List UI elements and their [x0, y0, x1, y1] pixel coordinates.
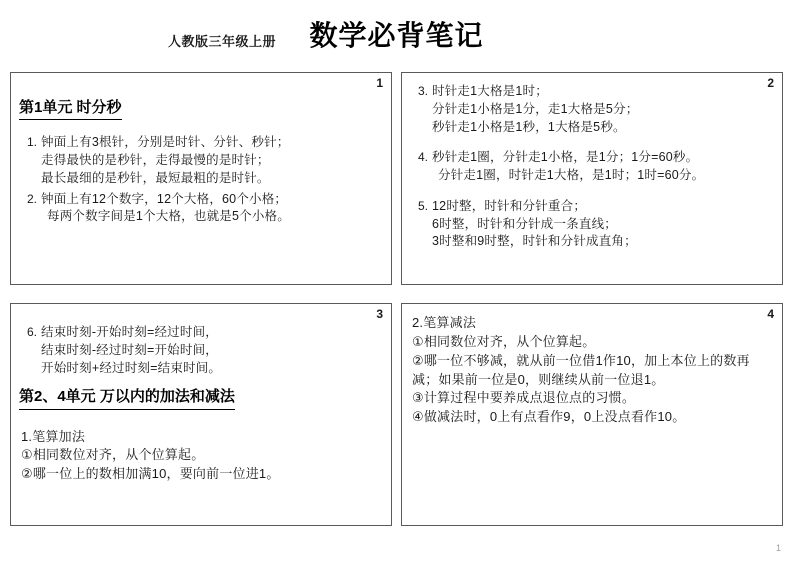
list-item-lines [432, 198, 774, 251]
list-line: 秒针走1圈，分针走1小格，是1分；1分=60秒。 [432, 150, 699, 165]
list-marker: 2. [27, 191, 38, 206]
list-item-lines [432, 149, 774, 185]
note-card-grid [10, 72, 783, 544]
list-item [19, 191, 383, 227]
card-body [410, 83, 774, 251]
list-line: 分针走1圈，时针走1大格，是1时；1时=60分。 [438, 168, 705, 182]
list-line: 钟面上有3根针，分别是时针、分针、秒针； [41, 135, 290, 150]
page-header [0, 0, 793, 66]
list-line: 时针走1大格是1时； [432, 84, 548, 98]
card-row-bottom [10, 303, 783, 526]
list-line: 秒针走1小格是1秒，1大格是5秒。 [432, 119, 626, 134]
list-line: 结束时刻-经过时刻=开始时间， [41, 342, 218, 357]
section-heading: 第2、4单元 万以内的加法和减法 [19, 386, 235, 409]
spacer [19, 314, 383, 324]
rule-line: ①相同数位对齐，从个位算起。 [412, 333, 596, 349]
list-line: 走得最快的是秒针，走得最慢的是时针； [41, 153, 270, 168]
list-item [19, 324, 383, 377]
note-card-2 [401, 72, 783, 285]
card-body [410, 314, 774, 427]
list-item-lines [432, 83, 774, 136]
list-line: 开始时刻+经过时刻=结束时间。 [41, 360, 222, 375]
list-marker: 3. [418, 84, 429, 98]
note-card-4 [401, 303, 783, 526]
list-line: 钟面上有12个数字，12个大格，60个小格； [41, 191, 288, 206]
list-line: 12时整，时针和分针重合； [432, 198, 587, 213]
list-marker: 5. [418, 198, 429, 213]
document-title: 数学必背笔记 [309, 20, 484, 51]
list-item [19, 134, 383, 187]
card-number: 1 [376, 76, 383, 90]
list-marker: 1. [27, 135, 38, 150]
rule-list [410, 314, 774, 427]
list-item [410, 198, 774, 251]
spacer [19, 418, 383, 428]
note-card-1 [10, 72, 392, 285]
rule-line: 1.笔算加法 [21, 428, 86, 444]
list-item [410, 83, 774, 136]
list-line: 最长最细的是秒针，最短最粗的是时针。 [41, 170, 270, 185]
spacer [19, 124, 383, 134]
rule-line: 2.笔算减法 [412, 315, 477, 330]
list-item-lines [41, 324, 383, 377]
page-number: 1 [775, 543, 781, 553]
rule-line: ②哪一位不够减，就从前一位借1作10，加上本位上的数再减；如果前一位是0，则继续从前一位退1。 [412, 352, 750, 387]
card-body [19, 97, 383, 226]
card-number: 2 [767, 76, 774, 90]
list-line: 6时整，时针和分针成一条直线； [432, 216, 617, 231]
rule-line: ④做减法时，0上有点看作9，0上没点看作10。 [412, 409, 686, 425]
card-number: 4 [767, 307, 774, 321]
card-number: 3 [376, 307, 383, 321]
section-heading: 第1单元 时分秒 [19, 97, 122, 120]
rule-line: ②哪一位上的数相加满10，要向前一位进1。 [21, 466, 280, 482]
card-body [19, 314, 383, 484]
rule-line: ③计算过程中要养成点退位点的习惯。 [412, 390, 636, 406]
list-line: 结束时刻-开始时刻=经过时间， [41, 325, 218, 339]
list-line: 每两个数字间是1个大格，也就是5个小格。 [47, 209, 290, 224]
list-marker: 6. [27, 325, 38, 339]
list-item-lines [41, 134, 383, 187]
list-item [410, 149, 774, 185]
section-heading-block [19, 97, 383, 120]
card-row-top [10, 72, 783, 285]
spacer [410, 139, 774, 149]
section-heading-block [19, 386, 383, 409]
list-item-lines [41, 191, 383, 227]
list-line: 分针走1小格是1分，走1大格是5分； [432, 101, 639, 116]
document-subtitle: 人教版三年级上册 [168, 34, 277, 49]
rule-line: ①相同数位对齐，从个位算起。 [21, 447, 205, 463]
spacer [410, 188, 774, 198]
note-card-3 [10, 303, 392, 526]
list-line: 3时整和9时整，时针和分针成直角； [432, 234, 637, 249]
list-marker: 4. [418, 150, 429, 165]
rule-list [19, 428, 383, 485]
